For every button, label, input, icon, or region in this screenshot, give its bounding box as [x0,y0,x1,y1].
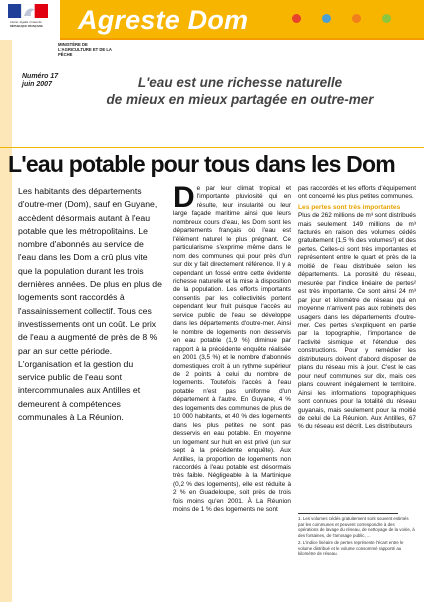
footnotes [298,516,416,557]
left-margin-strip [0,40,12,602]
header-stripe [60,38,424,40]
footnote-rule [298,513,398,514]
article-title: L'eau potable pour tous dans les Dom [8,151,395,177]
ministry-name: MINISTÈRE DE L'AGRICULTURE ET DE LA PÊCHE [58,42,112,57]
subtitle-line-2: de mieux en mieux partagée en outre-mer [106,92,374,107]
footnote-1: 1. Les volumes cédés gratuitement sont souvent estimés par les communes et peuvent correspondre à des opérations de lavage du réseau, de nettoyage de la voirie, à des fontaines, de l'arrosage public, ... [298,516,415,538]
column-3-intro: pas raccordés et les efforts d'équipement ont concerné les plus petites communes. [298,185,416,201]
rf-name: RÉPUBLIQUE FRANÇAISE [10,25,43,28]
decorative-dots [292,14,412,26]
column-2-text: e par leur climat tropical et l'importante pluviosité qui en résulte, leur insularité ou leur large façade maritime ainsi que leurs nombreux cours d'eau, les Dom sont les départements français où l'eau est l'élément naturel le plus prégnant. Ce particularisme s'exprime même dans le nom des communes qui pour près d'un sur dix y fait directement référence. Il y a cependant un fossé entre cette évidente richesse naturelle et la mise à disposition de la population. Les efforts importants consentis par les collectivités portent cependant leur fruit puisque l'accès au service public de l'eau se développe dans les départements d'outre-mer. Ainsi le nombre de logements non desservis en eau potable (1,9 %) diminue par rapport à la précédente enquête réalisée en 2001 (3,5 %) et le nombre d'abonnés domestiques croît à un rythme supérieur de 2 points à celui du nombre de logements. Toutefois l'accès à l'eau potable n'est pas uniforme d'un département à l'autre. En Guyane, 4 % des logements des communes de plus de 10 000 habitants, et 40 % des logements dans les plus petites ne sont pas desservis en eau potable. En moyenne un logement sur huit en est privé (un sur sept à la précédente enquête). Aux Antilles, la proportion de logements non raccordés à l'eau potable est désormais très faible. Négligeable à la Martinique (0,2 % des logements), elle est réduite à 2 % en Guadeloupe, soit près de trois fois moins qu'en 2001. À La Réunion moins de 1 % des logements ne sont [173,185,291,514]
marianne-logo-icon [8,4,48,18]
dot-red [292,14,301,23]
lead-paragraph: Les habitants des départements d'outre-mer (Dom), sauf en Guyane, accèdent désormais autant à l'eau potable que les métropolitains. Le nombre d'abonnés au service de l'eau dans les Dom a crû plus vite que la population durant les trois dernières années. De plus en plus de logements sont raccordés à l'assainissement collectif. Tous ces investissements ont un coût. Le prix de l'eau a augmenté de près de 8 % par an sur cette période. L'organisation et la gestion du service public de l'eau sont intercommunales aux Antilles et demeurent à compétences communales à La Réunion. [18,186,162,423]
section-heading: Les pertes sont très importantes [298,203,401,211]
rf-motto: Liberté • Égalité • Fraternité [10,21,42,24]
issue-number: Numéro 17 [22,73,59,80]
body-column-3 [298,185,416,432]
body-column-2 [173,181,291,515]
title-rule [0,147,424,148]
subtitle-line-1: L'eau est une richesse naturelle [137,75,343,90]
drop-cap: D [173,181,195,214]
footnote-2: 2. L'indice linéaire de pertes représente l'écart entre le volume distribué et le volume consommé rapporté au kilomètre de réseau. [298,540,404,556]
dot-blue [322,14,331,23]
dot-orange [352,14,361,23]
column-3-text: Plus de 262 millions de m³ sont distribués mais seulement 149 millions de m³ facturés en raison des volumes cédés gratuitement (1,5 % des volumes¹) et des pertes. Celles-ci sont très importantes et représentent entre le quart et près de la moitié de l'eau distribuée selon les départements. La porosité du réseau, mesurée par l'indice linéaire de pertes² est très importante. Ce sont ainsi 24 m³ par jour et kilomètre de réseau qui en moyenne n'arrivent pas aux robinets des usagers dans les départements d'outre-mer. Ces pertes s'expliquent en partie par la topographie, l'importance de l'activité sismique et l'étendue des constructions. Pour y remédier les distributeurs doivent d'abord disposer de plans du réseau mis à jour. C'est le cas pour neuf communes sur dix, mais ces plans couvrent inégalement le territoire. Ainsi les informations topographiques sont connues pour la totalité du réseau guyanais, mais seulement pour la moitié de celui de La Réunion. Aux Antilles, 67 % du réseau est décrit. Les distributeurs [298,212,416,431]
dot-green [382,14,391,23]
issue-date: juin 2007 [22,81,52,88]
subtitle [90,74,390,108]
brand-title: Agreste Dom [78,5,249,35]
ministry-logo [4,2,54,42]
